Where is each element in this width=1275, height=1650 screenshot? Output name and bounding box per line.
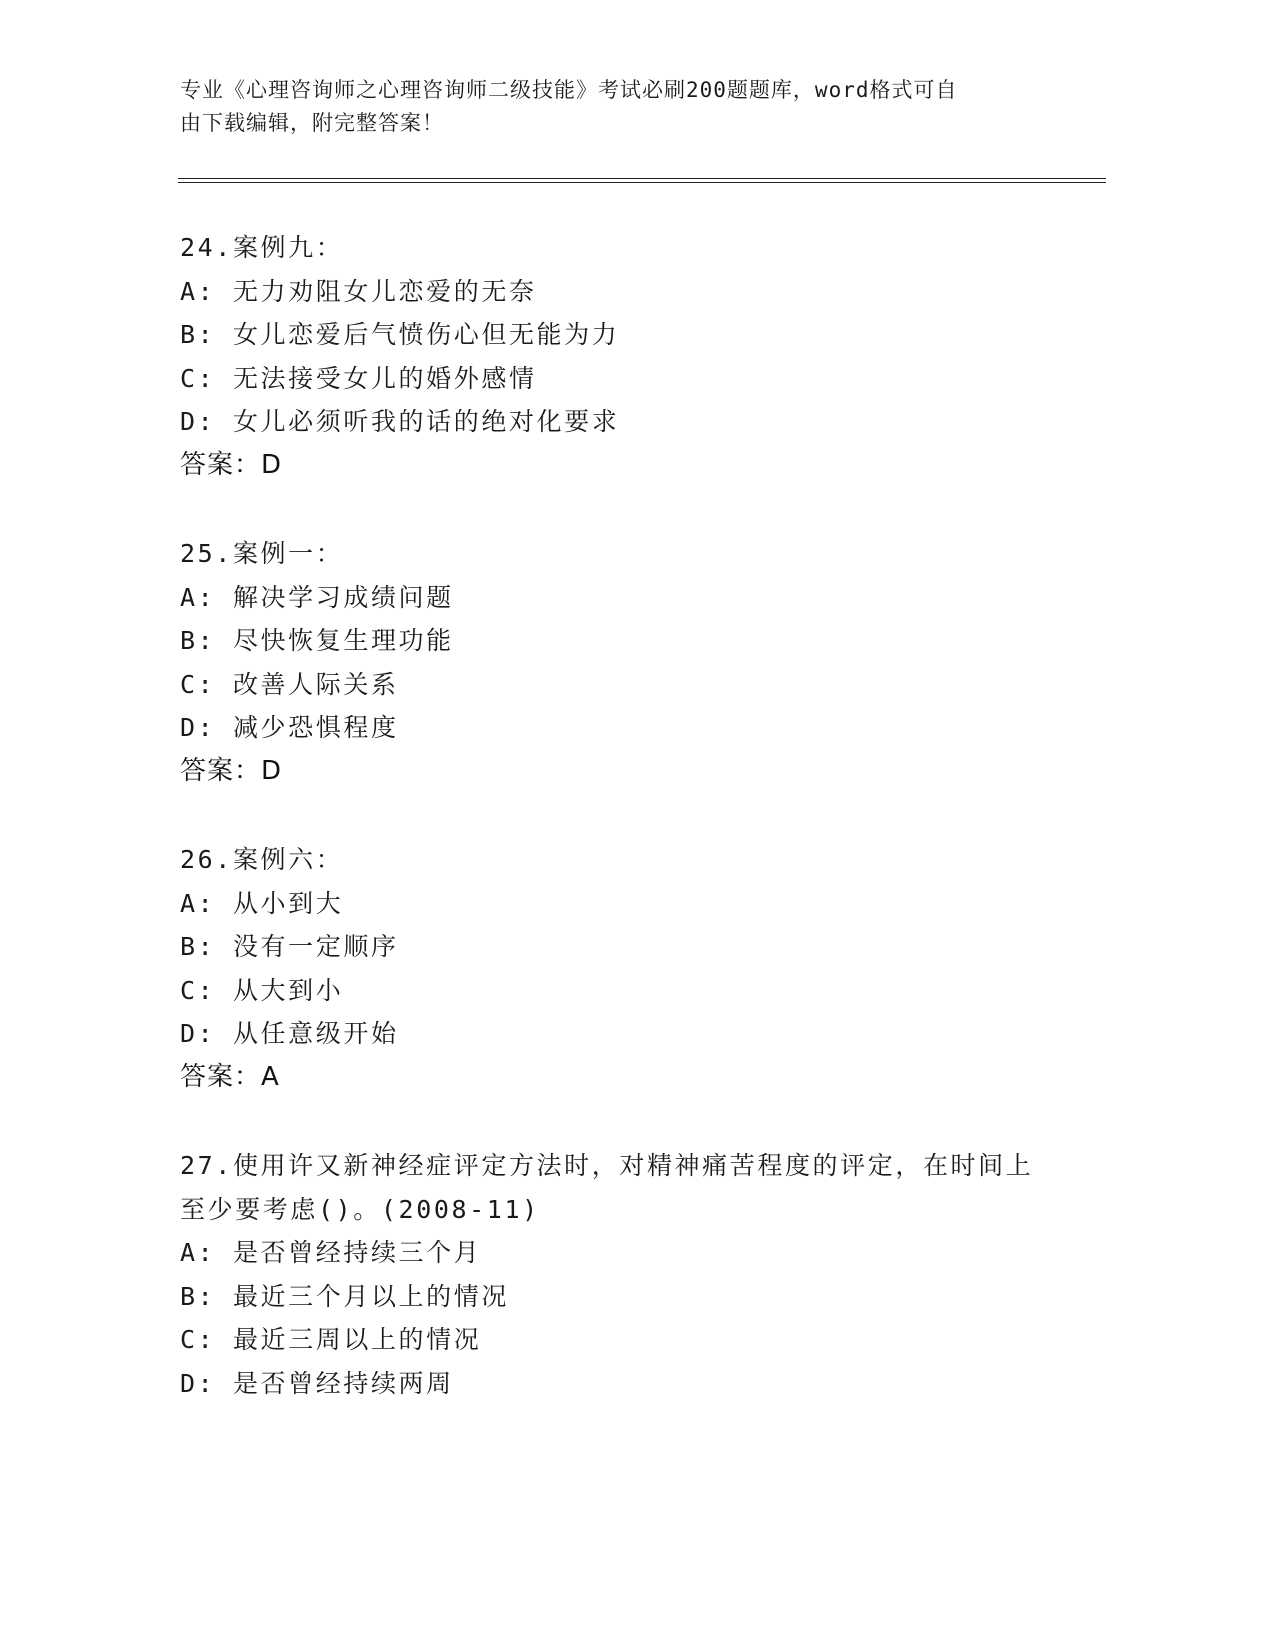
header-line-2: 由下载编辑，附完整答案！ [180, 111, 444, 135]
question-26 [180, 838, 1080, 1099]
option-b: B: 最近三个月以上的情况 [180, 1281, 509, 1311]
option-d: D: 女儿必须听我的话的绝对化要求 [180, 407, 620, 436]
question-27 [180, 1144, 1080, 1405]
question-25 [180, 532, 1080, 793]
option-b: B: 没有一定顺序 [180, 932, 399, 961]
option-d: D: 从任意级开始 [180, 1019, 399, 1048]
answer: 答案：D [180, 449, 283, 480]
option-a: A: 无力劝阻女儿恋爱的无奈 [180, 276, 537, 306]
option-c: C: 从大到小 [180, 975, 344, 1005]
document-header [180, 74, 1080, 140]
answer: 答案：A [180, 1061, 280, 1092]
question-stem: 24.案例九： [180, 233, 344, 262]
option-d: D: 减少恐惧程度 [180, 713, 399, 742]
option-b: B: 尽快恢复生理功能 [180, 626, 454, 655]
option-c: C: 改善人际关系 [180, 669, 399, 699]
question-24 [180, 226, 1080, 487]
option-d: D: 是否曾经持续两周 [180, 1368, 454, 1398]
header-line-1: 专业《心理咨询师之心理咨询师二级技能》考试必刷200题题库，word格式可自 [180, 78, 958, 102]
option-a: A: 解决学习成绩问题 [180, 582, 454, 612]
header-divider [178, 178, 1106, 183]
option-c: C: 无法接受女儿的婚外感情 [180, 363, 537, 393]
question-stem: 27.使用许又新神经症评定方法时，对精神痛苦程度的评定，在时间上至少要考虑()。(2008-11) [180, 1151, 1034, 1224]
option-c: C: 最近三周以上的情况 [180, 1325, 482, 1354]
option-a: A: 是否曾经持续三个月 [180, 1238, 482, 1267]
question-stem: 25.案例一： [180, 539, 344, 568]
question-list [180, 226, 1080, 1450]
option-b: B: 女儿恋爱后气愤伤心但无能为力 [180, 320, 620, 349]
answer: 答案：D [180, 755, 283, 786]
option-a: A: 从小到大 [180, 888, 344, 918]
question-stem: 26.案例六： [180, 845, 344, 874]
